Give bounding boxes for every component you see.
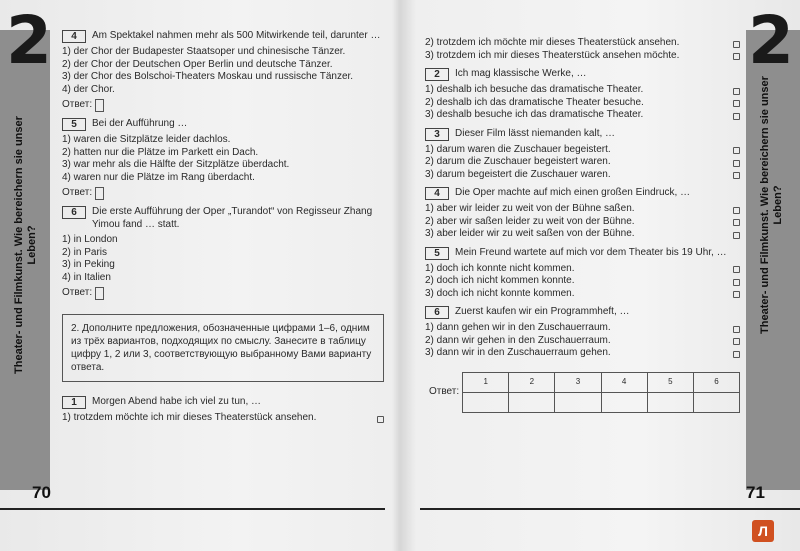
answer-label: Ответ: bbox=[62, 99, 93, 111]
right-column bbox=[425, 37, 740, 413]
question-number: 4 bbox=[62, 30, 86, 43]
option: 2) trotzdem ich möchte mir dieses Theaterstück ansehen. bbox=[425, 37, 740, 50]
option: 4) waren nur die Plätze im Rang überdacht. bbox=[62, 171, 255, 183]
answer-cell[interactable] bbox=[647, 392, 693, 412]
option: 2) darum die Zuschauer begeistert waren. bbox=[425, 156, 740, 169]
left-side-title: Theater- und Filmkunst. Wie bereichern sie unser Leben? bbox=[13, 116, 38, 374]
answer-cell[interactable] bbox=[509, 392, 555, 412]
option: 3) dann wir in den Zuschauerraum gehen. bbox=[425, 347, 740, 360]
answer-column-header: 4 bbox=[601, 372, 647, 392]
checkbox[interactable] bbox=[733, 338, 740, 345]
option: 3) doch ich nicht konnte kommen. bbox=[425, 288, 740, 301]
option: 1) der Chor der Budapester Staatsoper und chinesische Tänzer. bbox=[62, 46, 346, 57]
question-number: 6 bbox=[425, 306, 449, 319]
question-text: Die erste Aufführung der Oper „Turandot“ von Regisseur Zhang Yimou fand … statt. bbox=[92, 206, 373, 230]
answer-row bbox=[62, 187, 384, 200]
question-text: Bei der Aufführung … bbox=[92, 118, 188, 129]
question-1 bbox=[62, 396, 384, 425]
question-2 bbox=[425, 68, 740, 122]
answer-row bbox=[62, 99, 384, 112]
answer-label: Ответ: bbox=[62, 287, 93, 299]
option: 2) der Chor der Deutschen Oper Berlin und deutsche Tänzer. bbox=[62, 58, 333, 70]
question-text: Dieser Film lässt niemanden kalt, … bbox=[455, 127, 616, 139]
option: 3) war mehr als die Hälfte der Sitzplätze überdacht. bbox=[62, 159, 290, 170]
checkbox[interactable] bbox=[733, 219, 740, 226]
checkbox[interactable] bbox=[733, 279, 740, 286]
question-1-continued bbox=[425, 37, 740, 62]
option: 1) deshalb ich besuche das dramatische Theater. bbox=[425, 84, 740, 97]
option: 2) in Paris bbox=[62, 246, 108, 258]
option: 3) in Peking bbox=[62, 259, 115, 270]
left-column bbox=[62, 30, 384, 431]
question-text: Mein Freund wartete auf mich vor dem Theater bis 19 Uhr, … bbox=[455, 246, 727, 258]
option: 3) darum begeistert die Zuschauer waren. bbox=[425, 169, 740, 182]
answer-label: Ответ: bbox=[62, 187, 93, 199]
left-page-number: 70 bbox=[32, 483, 51, 502]
answer-column-header: 6 bbox=[693, 372, 739, 392]
question-text: Am Spektakel nahmen mehr als 500 Mitwirkende teil, darunter … bbox=[92, 30, 381, 41]
answer-cell[interactable] bbox=[463, 392, 509, 412]
option: 2) dann wir gehen in den Zuschauerraum. bbox=[425, 335, 740, 348]
question-4 bbox=[62, 30, 384, 112]
question-6 bbox=[62, 206, 384, 300]
answer-box[interactable] bbox=[95, 187, 104, 200]
answer-cell[interactable] bbox=[555, 392, 601, 412]
checkbox[interactable] bbox=[733, 232, 740, 239]
option: 1) waren die Sitzplätze leider dachlos. bbox=[62, 134, 231, 145]
question-text: Zuerst kaufen wir ein Programmheft, … bbox=[455, 306, 630, 317]
answer-column-header: 2 bbox=[509, 372, 555, 392]
question-4 bbox=[425, 187, 740, 241]
answer-cell[interactable] bbox=[693, 392, 739, 412]
right-bottom-rule bbox=[420, 508, 800, 510]
option: 1) darum waren die Zuschauer begeistert. bbox=[425, 144, 740, 157]
option: 2) hatten nur die Plätze im Parkett ein Dach. bbox=[62, 146, 259, 158]
question-text: Ich mag klassische Werke, … bbox=[455, 68, 587, 79]
question-number: 4 bbox=[425, 187, 449, 200]
checkbox[interactable] bbox=[733, 266, 740, 273]
answer-label: Ответ: bbox=[429, 385, 460, 397]
option: 3) deshalb besuche ich das dramatische Theater. bbox=[425, 109, 740, 122]
left-bottom-rule bbox=[0, 508, 385, 510]
checkbox[interactable] bbox=[733, 100, 740, 107]
answer-column-header: 5 bbox=[647, 372, 693, 392]
checkbox[interactable] bbox=[733, 160, 740, 167]
question-3 bbox=[425, 128, 740, 182]
option: 4) in Italien bbox=[62, 271, 111, 283]
publisher-logo-icon: Л bbox=[752, 520, 774, 542]
checkbox[interactable] bbox=[733, 351, 740, 358]
checkbox[interactable] bbox=[733, 326, 740, 333]
question-5 bbox=[425, 247, 740, 301]
option: 1) doch ich konnte nicht kommen. bbox=[425, 263, 740, 276]
question-5 bbox=[62, 118, 384, 200]
option: 1) dann gehen wir in den Zuschauerraum. bbox=[425, 322, 740, 335]
checkbox[interactable] bbox=[733, 207, 740, 214]
option: 1) trotzdem möchte ich mir dieses Theaterstück ansehen. bbox=[62, 412, 384, 425]
answer-grid bbox=[462, 372, 740, 413]
checkbox[interactable] bbox=[733, 147, 740, 154]
checkbox[interactable] bbox=[733, 41, 740, 48]
option: 3) trotzdem ich mir dieses Theaterstück ansehen möchte. bbox=[425, 50, 740, 63]
question-6 bbox=[425, 306, 740, 360]
question-number: 2 bbox=[425, 68, 449, 81]
checkbox[interactable] bbox=[733, 172, 740, 179]
right-side-title: Theater- und Filmkunst. Wie bereichern sie unser Leben? bbox=[759, 76, 784, 334]
question-number: 6 bbox=[62, 206, 86, 219]
answer-cell[interactable] bbox=[601, 392, 647, 412]
option: 1) aber wir leider zu weit von der Bühne saßen. bbox=[425, 203, 740, 216]
question-number: 5 bbox=[62, 118, 86, 131]
left-chapter-number: 2 bbox=[6, 2, 52, 79]
question-number: 5 bbox=[425, 247, 449, 260]
answer-box[interactable] bbox=[95, 287, 104, 300]
right-chapter-number: 2 bbox=[748, 2, 794, 79]
option: 2) aber wir saßen leider zu weit von der Bühne. bbox=[425, 216, 740, 229]
answer-row bbox=[62, 287, 384, 300]
instruction-box: 2. Дополните предложения, обозначенные цифрами 1–6, одним из трёх вариантов, подходящих по смыслу. Занесите в таблицу цифру 1, 2 или 3, соответствующую выбранному Вами варианту ответа. bbox=[62, 314, 384, 382]
answer-column-header: 3 bbox=[555, 372, 601, 392]
answer-box[interactable] bbox=[95, 99, 104, 112]
answer-column-header: 1 bbox=[463, 372, 509, 392]
answer-table bbox=[429, 372, 740, 413]
checkbox[interactable] bbox=[377, 416, 384, 423]
question-number: 1 bbox=[62, 396, 86, 409]
question-text: Die Oper machte auf mich einen großen Eindruck, … bbox=[455, 187, 691, 198]
question-number: 3 bbox=[425, 128, 449, 141]
checkbox[interactable] bbox=[733, 113, 740, 120]
option: 1) in London bbox=[62, 234, 118, 245]
question-text: Morgen Abend habe ich viel zu tun, … bbox=[92, 396, 261, 407]
option: 2) doch ich nicht kommen konnte. bbox=[425, 275, 740, 288]
right-page-number: 71 bbox=[746, 483, 765, 502]
checkbox[interactable] bbox=[733, 291, 740, 298]
option: 2) deshalb ich das dramatische Theater besuche. bbox=[425, 97, 740, 110]
checkbox[interactable] bbox=[733, 88, 740, 95]
option: 4) der Chor. bbox=[62, 83, 115, 95]
option: 3) der Chor des Bolschoi-Theaters Moskau und russische Tänzer. bbox=[62, 71, 354, 82]
checkbox[interactable] bbox=[733, 53, 740, 60]
option: 3) aber leider wir zu weit saßen von der Bühne. bbox=[425, 228, 740, 241]
